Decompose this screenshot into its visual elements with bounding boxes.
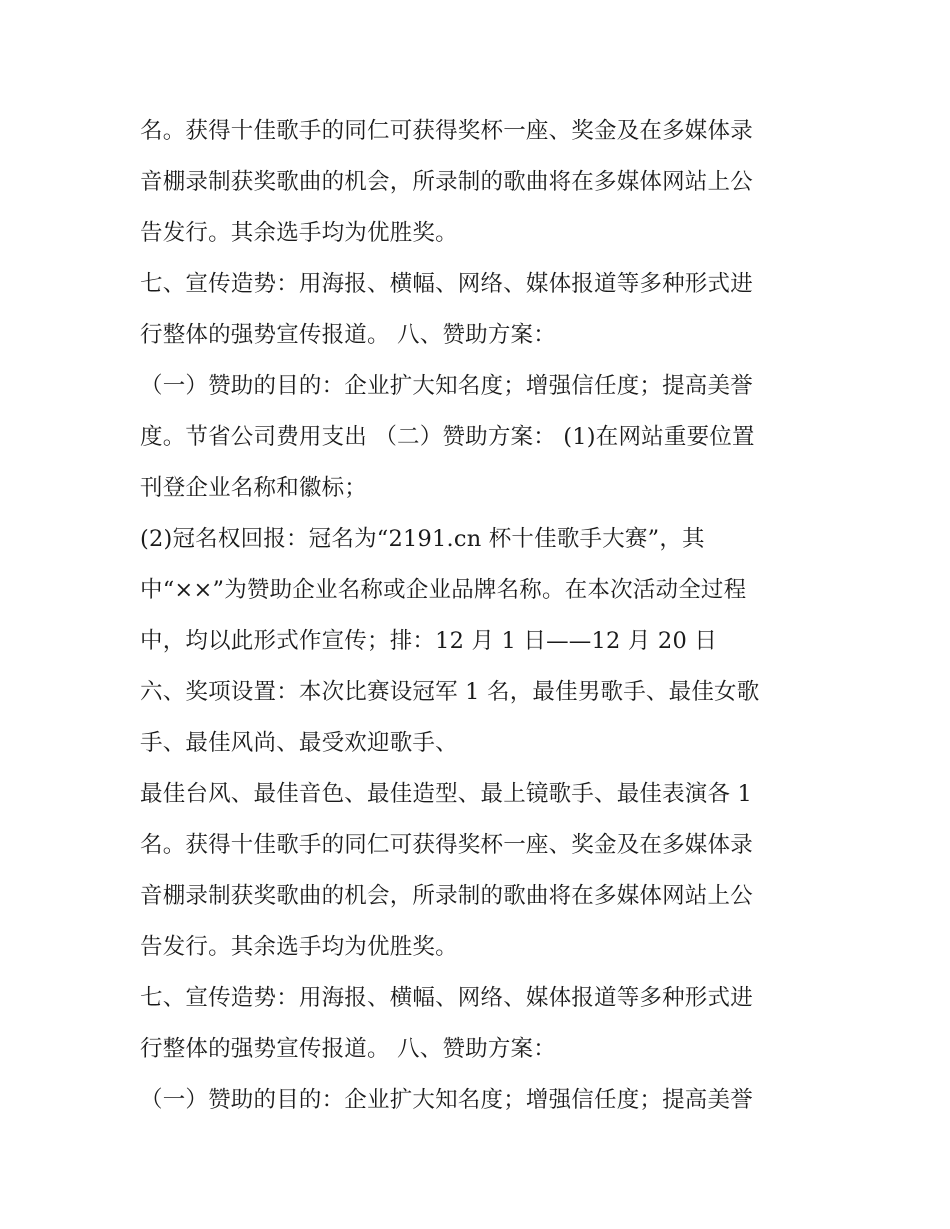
text-line: 刊登企业名称和徽标； bbox=[140, 475, 368, 501]
text-line: 中，均以此形式作宣传；排：12 月 1 日——12 月 20 日 bbox=[140, 628, 718, 654]
text-line: 中“××”为赞助企业名称或企业品牌名称。在本次活动全过程 bbox=[140, 577, 747, 603]
text-line: 最佳台风、最佳音色、最佳造型、最上镜歌手、最佳表演各 1 bbox=[140, 781, 753, 807]
text-line: 七、宣传造势：用海报、横幅、网络、媒体报道等多种形式进 bbox=[140, 271, 753, 297]
text-line: 度。节省公司费用支出 （二）赞助方案： (1)在网站重要位置 bbox=[140, 424, 755, 450]
text-line: （一）赞助的目的：企业扩大知名度；增强信任度；提高美誉 bbox=[140, 373, 753, 399]
document-body bbox=[140, 106, 820, 1126]
text-line: 音棚录制获奖歌曲的机会，所录制的歌曲将在多媒体网站上公 bbox=[140, 883, 753, 909]
text-line: 六、奖项设置：本次比赛设冠军 1 名，最佳男歌手、最佳女歌 bbox=[140, 679, 760, 705]
text-line: 名。获得十佳歌手的同仁可获得奖杯一座、奖金及在多媒体录 bbox=[140, 118, 753, 144]
text-line: 音棚录制获奖歌曲的机会，所录制的歌曲将在多媒体网站上公 bbox=[140, 169, 753, 195]
text-line: 告发行。其余选手均为优胜奖。 bbox=[140, 220, 458, 246]
text-line: (2)冠名权回报：冠名为“2191.cn 杯十佳歌手大赛”，其 bbox=[140, 526, 705, 552]
text-line: 名。获得十佳歌手的同仁可获得奖杯一座、奖金及在多媒体录 bbox=[140, 832, 753, 858]
text-line: 行整体的强势宣传报道。 八、赞助方案： bbox=[140, 1036, 556, 1062]
text-line: 七、宣传造势：用海报、横幅、网络、媒体报道等多种形式进 bbox=[140, 985, 753, 1011]
text-line: （一）赞助的目的：企业扩大知名度；增强信任度；提高美誉 bbox=[140, 1087, 753, 1113]
text-line: 告发行。其余选手均为优胜奖。 bbox=[140, 934, 458, 960]
text-line: 行整体的强势宣传报道。 八、赞助方案： bbox=[140, 322, 556, 348]
text-line: 手、最佳风尚、最受欢迎歌手、 bbox=[140, 730, 458, 756]
